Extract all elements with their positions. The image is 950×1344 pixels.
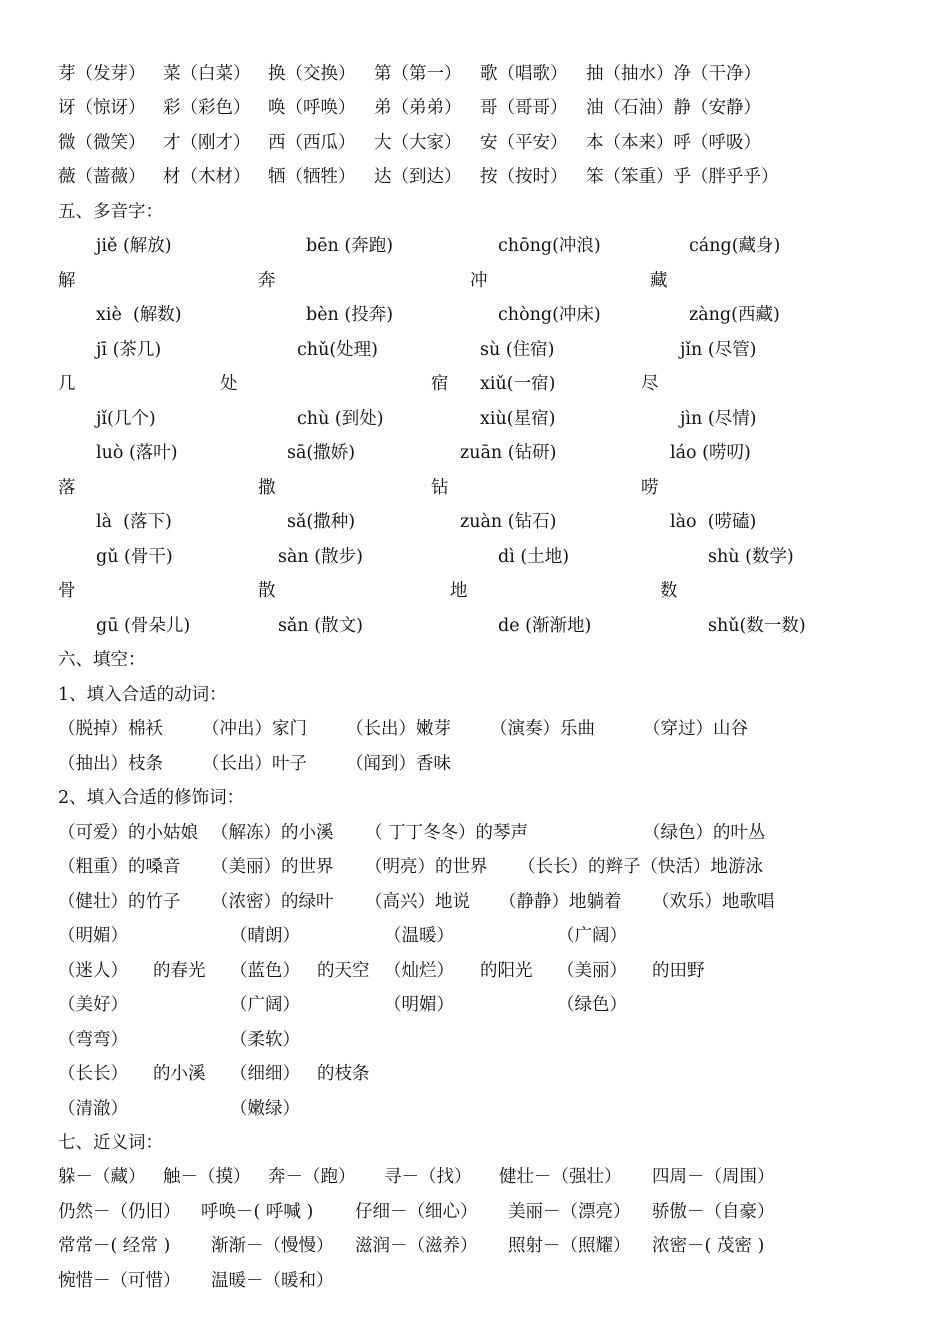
pinyin-reading: là (落下) — [96, 512, 172, 532]
char-word-row — [0, 91, 950, 125]
char-word-item: 薇（蔷薇） — [58, 167, 146, 187]
synonym-pair: 温暖－（暖和） — [211, 1271, 334, 1291]
section-title: 五、多音字： — [58, 202, 163, 222]
polyphone-char: 数 — [660, 581, 678, 601]
polyphone-reading-row — [0, 609, 950, 643]
synonym-row — [0, 1160, 950, 1194]
pinyin-reading: gǔ (骨干) — [96, 547, 173, 567]
fill-item: （灿烂） — [384, 961, 454, 981]
synonym-pair: 照射－（照耀） — [508, 1236, 631, 1256]
synonym-pair: 奔－（跑） — [268, 1167, 356, 1187]
fill-item: （长长）的辫子（快活）地游泳 — [518, 857, 763, 877]
modifier-fill-row — [0, 885, 950, 919]
polyphone-char-row — [0, 264, 950, 298]
char-word-item: 材（木材） — [163, 167, 251, 187]
char-word-item: 唤（呼唤） — [268, 98, 356, 118]
subsection-heading — [0, 781, 950, 815]
synonym-pair: 触－（摸） — [163, 1167, 251, 1187]
char-word-item: 安（平安） — [480, 133, 568, 153]
section-7-heading — [0, 1126, 950, 1160]
fill-item: （演奏）乐曲 — [490, 719, 595, 739]
polyphone-char-row — [0, 367, 950, 401]
char-word-item: 按（按时） — [480, 167, 568, 187]
fill-item: （美好） — [58, 995, 128, 1015]
fill-item: （美丽）的世界 — [211, 857, 334, 877]
synonym-pair: 惋惜－（可惜） — [58, 1271, 181, 1291]
fill-item: （蓝色） — [230, 961, 300, 981]
fill-item: （解冻）的小溪 — [211, 823, 334, 843]
pinyin-reading: dì (土地) — [498, 547, 570, 567]
pinyin-reading: cáng(藏身) — [689, 236, 781, 256]
synonym-pair: 渐渐－（慢慢） — [211, 1236, 334, 1256]
fill-item: （抽出）枝条 — [58, 754, 163, 774]
polyphone-reading-row — [0, 333, 950, 367]
fill-item: （温暖） — [384, 926, 454, 946]
fill-item: （绿色）的叶丛 — [643, 823, 766, 843]
polyphone-char: 处 — [220, 374, 238, 394]
synonym-pair: 骄傲－（自豪） — [652, 1202, 775, 1222]
char-word-item: 讶（惊讶） — [58, 98, 146, 118]
section-title: 七、近义词： — [58, 1133, 163, 1153]
char-word-item: 彩（彩色） — [163, 98, 251, 118]
pinyin-reading: zuàn (钻石) — [460, 512, 557, 532]
polyphone-reading-row — [0, 540, 950, 574]
synonym-pair: 仍然－（仍旧） — [58, 1202, 181, 1222]
fill-item: （晴朗） — [230, 926, 300, 946]
fill-item: 的天空 — [317, 961, 370, 981]
pinyin-reading: gū (骨朵儿) — [96, 616, 191, 636]
pinyin-reading: de (渐渐地) — [498, 616, 592, 636]
fill-item: 的田野 — [652, 961, 705, 981]
synonym-row — [0, 1195, 950, 1229]
char-word-item: 芽（发芽） — [58, 64, 146, 84]
pinyin-reading: jǐn (尽管) — [680, 340, 757, 360]
char-word-item: 大（大家） — [374, 133, 462, 153]
synonym-pair: 滋润－（滋养） — [355, 1236, 478, 1256]
modifier-fill-row — [0, 1023, 950, 1057]
section-6-heading — [0, 643, 950, 677]
char-word-row — [0, 57, 950, 91]
polyphone-reading-row — [0, 436, 950, 470]
synonym-pair: 躲－（藏） — [58, 1167, 146, 1187]
fill-item: （闻到）香味 — [346, 754, 451, 774]
fill-item: （ 丁丁冬冬）的琴声 — [365, 823, 529, 843]
polyphone-char-row — [0, 574, 950, 608]
char-word-item: 笨（笨重）乎（胖乎乎） — [586, 167, 779, 187]
fill-item: （长出）叶子 — [202, 754, 307, 774]
char-word-item: 牺（牺牲） — [268, 167, 356, 187]
fill-item: 的春光 — [153, 961, 206, 981]
synonym-row — [0, 1264, 950, 1298]
polyphone-char-row — [0, 471, 950, 505]
char-word-item: 歌（唱歌） — [480, 64, 568, 84]
section-5-heading — [0, 195, 950, 229]
fill-item: （细细） — [230, 1064, 300, 1084]
polyphone-char: 尽 — [641, 374, 659, 394]
fill-item: （明亮）的世界 — [365, 857, 488, 877]
fill-item: （广阔） — [557, 926, 627, 946]
polyphone-char: 钻 — [431, 478, 449, 498]
modifier-fill-row — [0, 919, 950, 953]
fill-item: （健壮）的竹子 — [58, 892, 181, 912]
fill-item: （绿色） — [557, 995, 627, 1015]
synonym-row — [0, 1229, 950, 1263]
synonym-pair: 美丽－（漂亮） — [508, 1202, 631, 1222]
modifier-fill-row — [0, 816, 950, 850]
fill-item: （可爱）的小姑娘 — [58, 823, 198, 843]
synonym-pair: 寻－（找） — [384, 1167, 472, 1187]
fill-item: （穿过）山谷 — [643, 719, 748, 739]
modifier-fill-row — [0, 1057, 950, 1091]
char-word-item: 本（本来）呼（呼吸） — [586, 133, 761, 153]
polyphone-reading-row — [0, 229, 950, 263]
subsection-title: 1、填入合适的动词： — [58, 685, 227, 705]
pinyin-reading: sǎ(撒种) — [287, 512, 356, 532]
fill-item: （明媚） — [58, 926, 128, 946]
polyphone-char: 撒 — [258, 478, 276, 498]
pinyin-reading: shù (数学) — [708, 547, 794, 567]
fill-item: 的枝条 — [317, 1064, 370, 1084]
pinyin-reading: luò (落叶) — [96, 443, 178, 463]
fill-item: （粗重）的嗓音 — [58, 857, 181, 877]
pinyin-reading: xiù(星宿) — [480, 409, 556, 429]
fill-item: （浓密）的绿叶 — [211, 892, 334, 912]
pinyin-reading: jī (茶几) — [96, 340, 162, 360]
pinyin-reading: zuān (钻研) — [460, 443, 557, 463]
fill-item: （广阔） — [230, 995, 300, 1015]
char-word-item: 油（石油）静（安静） — [586, 98, 761, 118]
fill-item: （明媚） — [384, 995, 454, 1015]
fill-item: （冲出）家门 — [202, 719, 307, 739]
fill-item: （欢乐）地歌唱 — [652, 892, 775, 912]
char-word-item: 微（微笑） — [58, 133, 146, 153]
subsection-title: 2、填入合适的修饰词： — [58, 788, 245, 808]
fill-item: （长出）嫩芽 — [346, 719, 451, 739]
pinyin-reading: chōng(冲浪) — [498, 236, 601, 256]
polyphone-char: 奔 — [258, 271, 276, 291]
polyphone-char: 解 — [58, 271, 76, 291]
char-word-row — [0, 160, 950, 194]
fill-item: （长长） — [58, 1064, 128, 1084]
pinyin-reading: jìn (尽情) — [680, 409, 757, 429]
pinyin-reading: sǎn (散文) — [278, 616, 363, 636]
fill-item: （弯弯） — [58, 1030, 128, 1050]
verb-fill-row — [0, 747, 950, 781]
char-word-item: 换（交换） — [268, 64, 356, 84]
fill-item: 的阳光 — [480, 961, 533, 981]
char-word-item: 第（第一） — [374, 64, 462, 84]
pinyin-reading: xiè (解数) — [96, 305, 182, 325]
synonym-pair: 健壮－（强壮） — [499, 1167, 622, 1187]
subsection-heading — [0, 678, 950, 712]
pinyin-reading: chù (到处) — [297, 409, 384, 429]
char-word-item: 菜（白菜） — [163, 64, 251, 84]
polyphone-char: 地 — [450, 581, 468, 601]
fill-item: （静静）地躺着 — [499, 892, 622, 912]
pinyin-reading: sā(撒娇) — [287, 443, 356, 463]
polyphone-char: 藏 — [650, 271, 668, 291]
polyphone-char: 唠 — [641, 478, 659, 498]
pinyin-reading: láo (唠叨) — [670, 443, 751, 463]
polyphone-char: 冲 — [470, 271, 488, 291]
fill-item: （美丽） — [557, 961, 627, 981]
synonym-pair: 浓密－( 茂密 ) — [652, 1236, 765, 1256]
char-word-item: 西（西瓜） — [268, 133, 356, 153]
fill-item: 的小溪 — [153, 1064, 206, 1084]
char-word-item: 达（到达） — [374, 167, 462, 187]
pinyin-reading: sàn (散步) — [278, 547, 363, 567]
synonym-pair: 仔细－（细心） — [355, 1202, 478, 1222]
fill-item: （高兴）地说 — [365, 892, 470, 912]
pinyin-reading: shǔ(数一数) — [708, 616, 806, 636]
pinyin-reading: sù (住宿) — [480, 340, 555, 360]
polyphone-reading-row — [0, 298, 950, 332]
char-word-item: 弟（弟弟） — [374, 98, 462, 118]
modifier-fill-row — [0, 1092, 950, 1126]
fill-item: （脱掉）棉袄 — [58, 719, 163, 739]
pinyin-reading: bēn (奔跑) — [306, 236, 394, 256]
modifier-fill-row — [0, 850, 950, 884]
pinyin-reading: chǔ(处理) — [297, 340, 378, 360]
fill-item: （柔软） — [230, 1030, 300, 1050]
section-title: 六、填空： — [58, 650, 146, 670]
polyphone-char: 落 — [58, 478, 76, 498]
fill-item: （嫩绿） — [230, 1099, 300, 1119]
pinyin-reading: zàng(西藏) — [689, 305, 780, 325]
pinyin-reading: chòng(冲床) — [498, 305, 601, 325]
pinyin-reading: jǐ(几个) — [96, 409, 156, 429]
char-word-item: 哥（哥哥） — [480, 98, 568, 118]
pinyin-reading: lào (唠磕) — [670, 512, 757, 532]
polyphone-char: 骨 — [58, 581, 76, 601]
fill-item: （清澈） — [58, 1099, 128, 1119]
char-word-item: 抽（抽水）净（干净） — [586, 64, 761, 84]
modifier-fill-row — [0, 954, 950, 988]
pinyin-reading: jiě (解放) — [96, 236, 172, 256]
char-word-row — [0, 126, 950, 160]
char-word-item: 才（刚才） — [163, 133, 251, 153]
fill-item: （迷人） — [58, 961, 128, 981]
polyphone-char: 散 — [258, 581, 276, 601]
synonym-pair: 常常－( 经常 ) — [58, 1236, 171, 1256]
polyphone-char: 宿 — [431, 374, 449, 394]
polyphone-char: 几 — [58, 374, 76, 394]
synonym-pair: 呼唤－( 呼喊 ) — [201, 1202, 314, 1222]
synonym-pair: 四周－（周围） — [652, 1167, 775, 1187]
polyphone-reading-row — [0, 505, 950, 539]
verb-fill-row — [0, 712, 950, 746]
modifier-fill-row — [0, 988, 950, 1022]
polyphone-reading-row — [0, 402, 950, 436]
pinyin-reading: bèn (投奔) — [306, 305, 394, 325]
pinyin-reading: xiǔ(一宿) — [480, 374, 556, 394]
